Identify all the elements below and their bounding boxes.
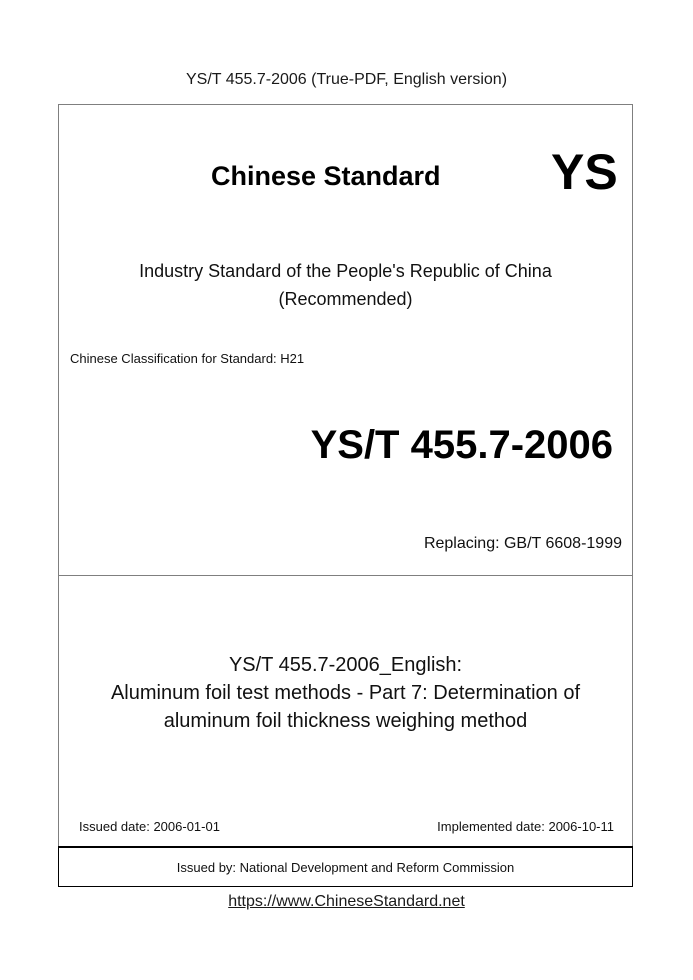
replacing-text: Replacing: GB/T 6608-1999: [423, 535, 622, 552]
cover-frame: [58, 104, 633, 887]
implemented-date: Implemented date: 2006-10-11: [437, 819, 614, 834]
classification-text: Chinese Classification for Standard: H21: [70, 351, 305, 366]
english-title-block: [59, 651, 632, 735]
website-link[interactable]: https://www.ChineseStandard.net: [228, 893, 465, 910]
industry-line-2: (Recommended): [278, 289, 413, 309]
title-line-2: Aluminum foil test methods - Part 7: Determination of: [110, 682, 581, 704]
issued-date: Issued date: 2006-01-01: [79, 819, 220, 834]
cover-heading: Chinese Standard: [211, 161, 441, 191]
title-line-3: aluminum foil thickness weighing method: [163, 710, 528, 732]
standard-number: YS/T 455.7-2006: [310, 423, 613, 467]
cover-top-section: [59, 105, 632, 575]
section-divider: [59, 575, 632, 576]
standard-mark: YS: [551, 144, 618, 200]
title-line-1: YS/T 455.7-2006_English:: [228, 654, 463, 676]
industry-standard-text: [59, 257, 632, 313]
industry-line-1: Industry Standard of the People's Republic of China: [139, 261, 552, 281]
issuer-text: Issued by: National Development and Reform Commission: [176, 859, 515, 875]
issuer-box: [59, 847, 632, 886]
document-header-title: YS/T 455.7-2006 (True-PDF, English version): [185, 71, 508, 88]
